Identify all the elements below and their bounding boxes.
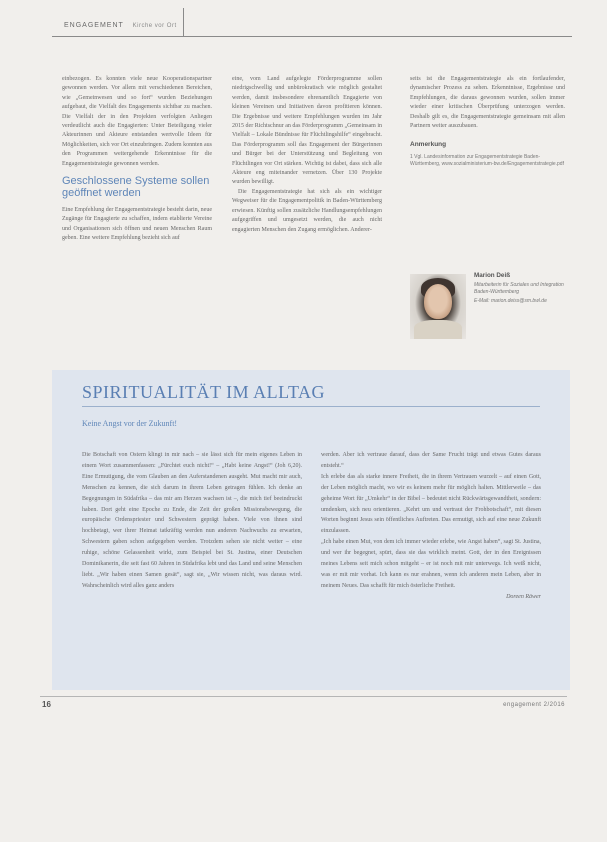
subsection-label: Kirche vor Ort: [132, 23, 177, 29]
page-number: 16: [42, 700, 51, 709]
footer-rule: [40, 696, 567, 697]
article-paragraph: Eine Empfehlung der Engagementstrategie besteht darin, neue Zugänge für Engagierte zu schaffen, indem etablierte Vereine und Organisationen sich öffnen und neuen Menschen Raum geben. Eine weitere Empfehlung bezieht sich auf: [62, 207, 212, 242]
article-column-3: [410, 75, 565, 168]
article-paragraph: Die Engagementstrategie hat sich als ein wichtiger Wegweiser für die Engagementpolitik in Baden-Württemberg erwiesen. Künftig sollen zusätzliche Handlungsempfehlungen aufgegriffen und umgesetzt werden, die auch nicht engagierten Menschen den Zugang ermöglichen. Anderer-: [232, 188, 382, 233]
box-paragraph: Die Botschaft von Ostern klingt in mir nach – sie lässt sich für mein eigenes Leben in einem Wort zusammenfassen: „Fürchtet euch nicht!“ – „Habt keine Angst!“ (Joh 6,20). Eine Ermutigung, die vom Glauben an den Auferstandenen ausgeht. Mut macht mir auch, Menschen zu kennen, die sich darum in ihrem Leben getragen fühlen. Ich denke an Begegnungen in Südafrika – das mir am Herzen wachsen ist –, die mich tief beeindruckt haben. Dort geht eine Epoche zu Ende, die Zeit der großen Missionsbewegung, die europäische Ordenspriester und Schwestern geprägt haben. Viele von ihnen sind hochbetagt, wer ihrer Heimat tatkräftig werden nun anderen Nachwuchs zu erwarten, Schwestern gaben schon aufgegeben werden. Trotzdem sehen sie nicht weiter – eine ruhige, schöne Gelassenheit wirkt, zum Beispiel bei St. Justina, einer Deutschen Dominikanerin, die seit fast 60 Jahren in Südafrika lebt und das Land und seine Menschen liebt. „Wir haben einen Samen gesät“, sagt sie, „Wir wissen nicht, was daraus wird. Wahrscheinlich wird alles ganz anders: [82, 452, 302, 589]
notes-heading: Anmerkung: [410, 141, 447, 149]
box-paragraph: „Ich habe einen Mut, von dem ich immer wieder erlebe, wie Angst haben“, sagt St. Justina, und wer ihr begegnet, spürt, dass sie das wirklich meint. Gott, der in den Ereignissen meines Lebens seit mich schon mitgeht – er ist noch mit mir unterwegs. Ich weiß nicht, was er mit mir vorhat. Ich kann es nur erahnen, wenn ich anderen mein Leben, aber in meinem Neues. Das schafft für mich österliche Freiheit.: [321, 539, 541, 589]
box-column-2: [321, 450, 541, 603]
author-card: [410, 269, 570, 344]
author-role: Mitarbeiterin für Soziales und Integration Baden-Württemberg: [474, 282, 564, 295]
header-rule: [52, 36, 572, 37]
author-email[interactable]: E-Mail: marion.deiss@sm.bwl.de: [474, 298, 547, 304]
author-info: [474, 272, 570, 305]
box-title: SPIRITUALITÄT IM ALLTAG: [82, 382, 326, 402]
article-column-1: [62, 75, 212, 244]
publication-name: engagement 2/2016: [503, 702, 565, 708]
page-header: [52, 8, 572, 38]
article-subheading: Geschlossene Systeme sollen geöffnet werden: [62, 175, 210, 200]
footnote: 1 Vgl. Landesinformation zur Engagementstrategie Baden-Württemberg, www.sozialministerium-bw.de/Engagementstrategie.pdf: [410, 153, 564, 168]
box-signature: Doreen Räwer: [506, 593, 541, 600]
box-paragraph: Ich erlebe das als starke innere Freiheit, die in ihrem Vertrauen wurzelt – auf einen Gott, der Leben möglich macht, wo wir es keinem mehr für möglich halten. Mittlerweile – das geheime Wort für „Umkehr“ in der Bibel – bedeutet nicht Rückwärtsgewandtheit, sondern: umdenken, sich neu orientieren. „Kehrt um und vertraut der Frohbotschaft“, mit diesen Worten beginnt Jesus sein öffentliches Auftreten. Das ermutigt, sich auf eine neue Zukunft einzulassen.: [321, 473, 541, 535]
author-name: Marion Deiß: [474, 272, 511, 279]
article-column-2: [232, 75, 382, 235]
box-column-1: [82, 450, 302, 592]
article-paragraph: seits ist die Engagementstrategie als ein fortlaufender, dynamischer Prozess zu sehen. Erkenntnisse, Ergebnisse und Empfehlungen, die daraus gewonnen wurden, sollen immer wieder einer kritischen Überprüfung unterzogen werden. Deshalb gilt es, die Engagementstrategie gemeinsam mit allen Partnern weiter auszubauen.: [410, 76, 565, 130]
box-paragraph: werden. Aber ich vertraue darauf, dass der Same Frucht trägt und etwas Gutes daraus entsteht.“: [321, 452, 541, 469]
article-paragraph: eine, vom Land aufgelegte Förderprogramme sollen niedrigschwellig und unbürokratisch wie möglich gestaltet werden, damit insbesondere ehrenamtlich Engagierte von kleinen Vereinen und Initiativen davon profitieren können. Die Ergebnisse und weitere Empfehlungen wurden im Jahr 2015 der Richtschnur an das Förderprogramm „Gemeinsam in Vielfalt – Lokale Bündnisse für Flüchtlingshilfe“ eingebracht. Das Förderprogramm soll das Engagement der Bürgerinnen und Bürger bei der Unterstützung und Begleitung von Flüchtlingen vor Ort stärken. Wichtig ist dabei, dass sich alle Akteure eng miteinander vernetzen. Über 130 Projekte wurden bewilligt.: [232, 76, 382, 186]
box-subtitle: Keine Angst vor der Zukunft!: [82, 419, 178, 428]
header-tab: [52, 8, 184, 37]
article-paragraph: einbezogen. Es konnten viele neue Kooperationspartner gewonnen werden. Vor allem mit verschiedenen Bereichen, wie „Gemeinwesen und so fort“ wurden Beziehungen aufgebaut, die Vielfalt des Engagements sichtbar zu machen. Die Vielfalt der in den Projekten verfolgten Anliegen verdeutlicht auch die Engagierten: Unter Beteiligung vieler Akteurinnen und Akteure entstanden wertvolle Ideen für Möglichkeiten, sich vor Ort einzubringen. Zudem konnten aus den Programmen weitergehende Erkenntnisse für die Engagementstrategie gewonnen werden.: [62, 76, 212, 167]
box-rule: [82, 406, 540, 407]
spirituality-box: [52, 370, 570, 690]
section-label: ENGAGEMENT: [64, 22, 124, 29]
author-photo: [410, 274, 466, 339]
